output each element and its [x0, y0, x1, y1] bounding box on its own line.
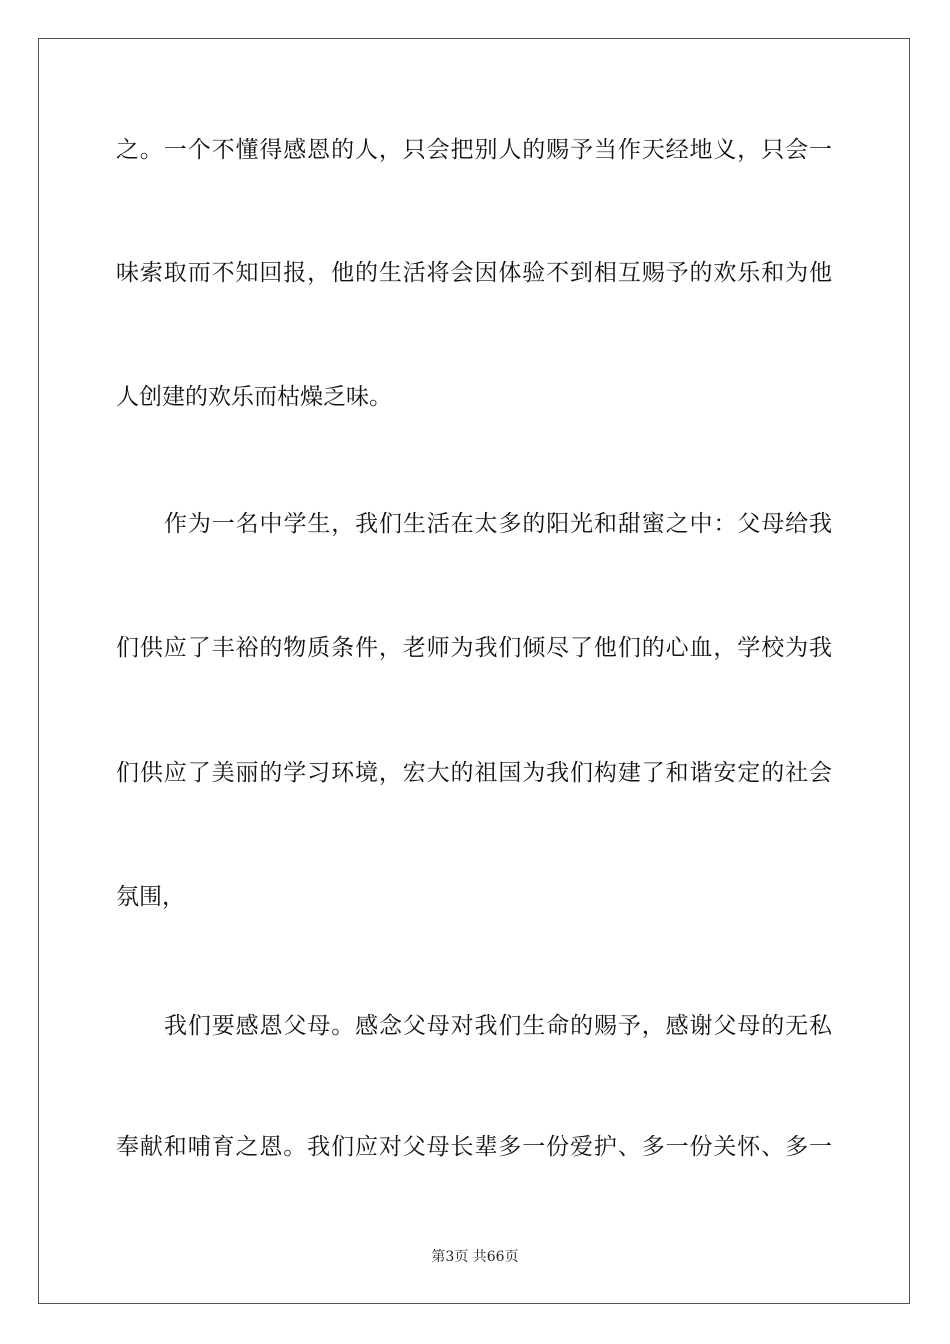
paragraph-first-line: 作为一名中学生，我们生活在太多的阳光和甜蜜之中：父母给我	[164, 511, 832, 537]
body-text-line: 味索取而不知回报，他的生活将会因体验不到相互赐予的欢乐和为他	[116, 260, 832, 286]
paragraph-first-line: 我们要感恩父母。感念父母对我们生命的赐予，感谢父母的无私	[164, 1013, 832, 1039]
body-text-line: 们供应了丰裕的物质条件，老师为我们倾尽了他们的心血，学校为我	[116, 635, 832, 661]
body-text-line: 奉献和哺育之恩。我们应对父母长辈多一份爱护、多一份关怀、多一	[116, 1134, 832, 1160]
body-text-line: 氛围，	[116, 884, 185, 910]
page-border	[38, 38, 910, 1304]
body-text-line: 人创建的欢乐而枯燥乏味。	[116, 384, 392, 410]
page-number-footer: 第3页 共66页	[431, 1249, 519, 1265]
body-text-line: 们供应了美丽的学习环境，宏大的祖国为我们构建了和谐安定的社会	[116, 760, 832, 786]
body-text-line: 之。一个不懂得感恩的人，只会把别人的赐予当作天经地义，只会一	[116, 137, 832, 163]
